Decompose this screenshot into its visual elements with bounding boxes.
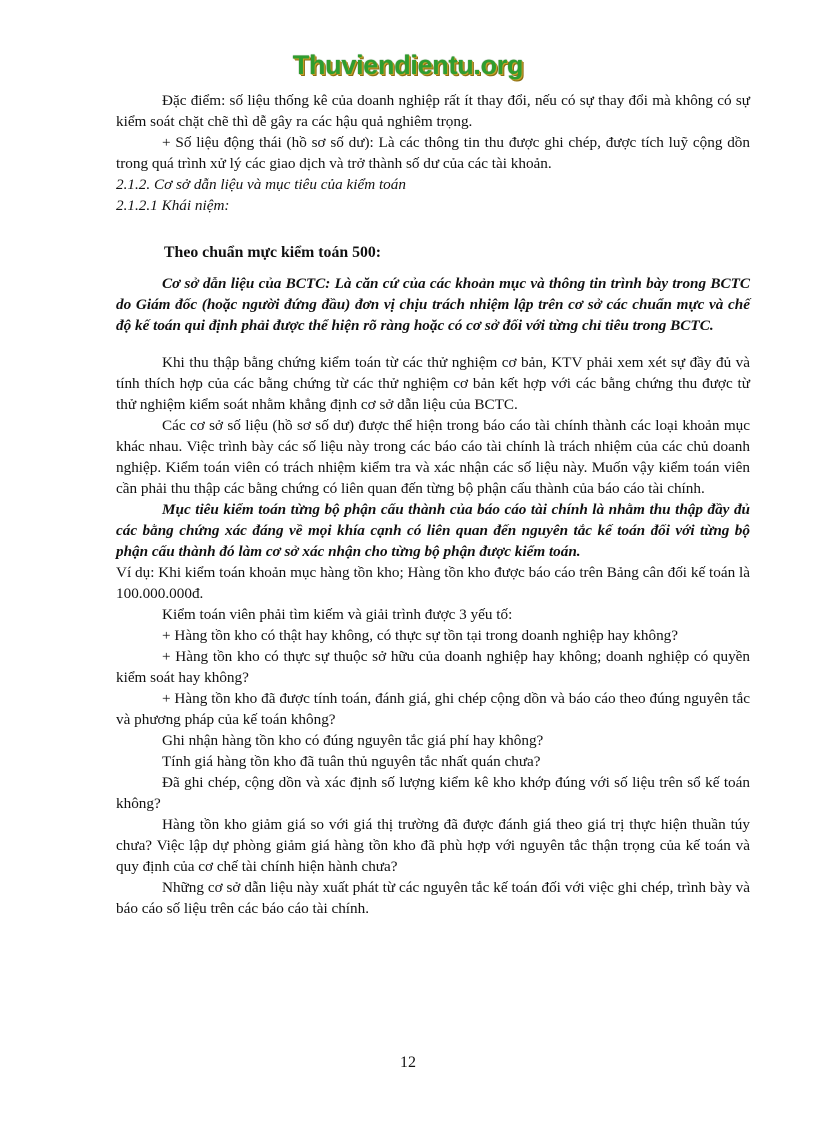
question-net-realizable-value: Hàng tồn kho giảm giá so với giá thị trường đã được đánh giá theo giá trị thực hiện thuần túy chưa? Việc lập dự phòng giảm giá hàng tồn kho đã phù hợp với nguyên tắc thận trọng của kế toán và quy định của cơ chế tài chính hiện hành chưa?: [116, 816, 750, 875]
paragraph-static-data-note: Đặc điểm: số liệu thống kê của doanh nghiệp rất ít thay đổi, nếu có sự thay đổi mà không có sự kiểm soát chặt chẽ thì dễ gây ra các hậu quả nghiêm trọng.: [116, 92, 750, 130]
paragraph-assertion-definition: Cơ sở dẫn liệu của BCTC: Là căn cứ của các khoản mục và thông tin trình bày trong BCTC do Giám đốc (hoặc người đứng đầu) đơn vị chịu trách nhiệm lập trên cơ sở các chuẩn mực và chế độ kế toán qui định phải được thể hiện rõ ràng hoặc có cơ sở đối với từng chỉ tiêu trong BCTC.: [116, 275, 750, 334]
site-logo: Thuviendientu.org: [292, 50, 524, 80]
section-heading-2-1-2: 2.1.2. Cơ sở dẫn liệu và mục tiêu của kiểm toán: [116, 176, 406, 193]
list-item-valuation: + Hàng tồn kho đã được tính toán, đánh giá, ghi chép cộng dồn và báo cáo theo đúng nguyên tắc và phương pháp của kế toán không?: [116, 690, 750, 728]
question-cost-principle: Ghi nhận hàng tồn kho có đúng nguyên tắc giá phí hay không?: [162, 732, 544, 749]
question-stocktake-match: Đã ghi chép, cộng dồn và xác định số lượng kiểm kê kho khớp đúng với số liệu trên sổ kế toán không?: [116, 774, 750, 812]
list-item-ownership: + Hàng tồn kho có thực sự thuộc sở hữu của doanh nghiệp hay không; doanh nghiệp có quyền kiểm soát hay không?: [116, 648, 750, 686]
page-number: 12: [400, 1054, 416, 1071]
section-heading-2-1-2-1: 2.1.2.1 Khái niệm:: [116, 197, 230, 214]
question-consistency: Tính giá hàng tồn kho đã tuân thủ nguyên tắc nhất quán chưa?: [162, 753, 541, 770]
list-item-existence: + Hàng tồn kho có thật hay không, có thực sự tồn tại trong doanh nghiệp hay không?: [162, 627, 678, 644]
paragraph-evidence-collection: Khi thu thập bằng chứng kiểm toán từ các thử nghiệm cơ bản, KTV phải xem xét sự đầy đủ và tính thích hợp của các bằng chứng từ các thử nghiệm cơ bản kết hợp với các bằng chứng thu được từ thử nghiệm kiểm soát nhằm khẳng định cơ sở dẫn liệu của BCTC.: [116, 354, 750, 413]
standard-500-heading: Theo chuẩn mực kiểm toán 500:: [164, 244, 382, 261]
paragraph-audit-objective: Mục tiêu kiểm toán từng bộ phận cấu thành của báo cáo tài chính là nhằm thu thập đầy đủ các bằng chứng xác đáng về mọi khía cạnh có liên quan đến nguyên tắc kế toán đối với từng bộ phận cấu thành đó làm cơ sở xác nhận cho từng bộ phận được kiểm toán.: [116, 501, 750, 560]
paragraph-example: Ví dụ: Khi kiểm toán khoản mục hàng tồn kho; Hàng tồn kho được báo cáo trên Bảng cân đối kế toán là 100.000.000đ.: [116, 564, 750, 602]
paragraph-conclusion: Những cơ sở dẫn liệu này xuất phát từ các nguyên tắc kế toán đối với việc ghi chép, trình bày và báo cáo số liệu trên các báo cáo tài chính.: [116, 879, 750, 917]
paragraph-three-factors: Kiểm toán viên phải tìm kiếm và giải trình được 3 yếu tố:: [162, 606, 513, 623]
paragraph-data-bases: Các cơ sở số liệu (hồ sơ số dư) được thể hiện trong báo cáo tài chính thành các loại khoản mục khác nhau. Việc trình bày các số liệu này trong các báo cáo tài chính là trách nhiệm của các chủ doanh nghiệp. Kiểm toán viên có trách nhiệm kiểm tra và xác nhận các số liệu này. Muốn vậy kiểm toán viên cần phải thu thập các bằng chứng có liên quan đến từng bộ phận cấu thành của báo cáo tài chính.: [116, 417, 750, 497]
document-body: [116, 90, 750, 919]
paragraph-dynamic-data: + Số liệu động thái (hồ sơ số dư): Là các thông tin thu được ghi chép, được tích luỹ cộng dồn trong quá trình xử lý các giao dịch và trở thành số dư của các tài khoản.: [116, 134, 750, 172]
